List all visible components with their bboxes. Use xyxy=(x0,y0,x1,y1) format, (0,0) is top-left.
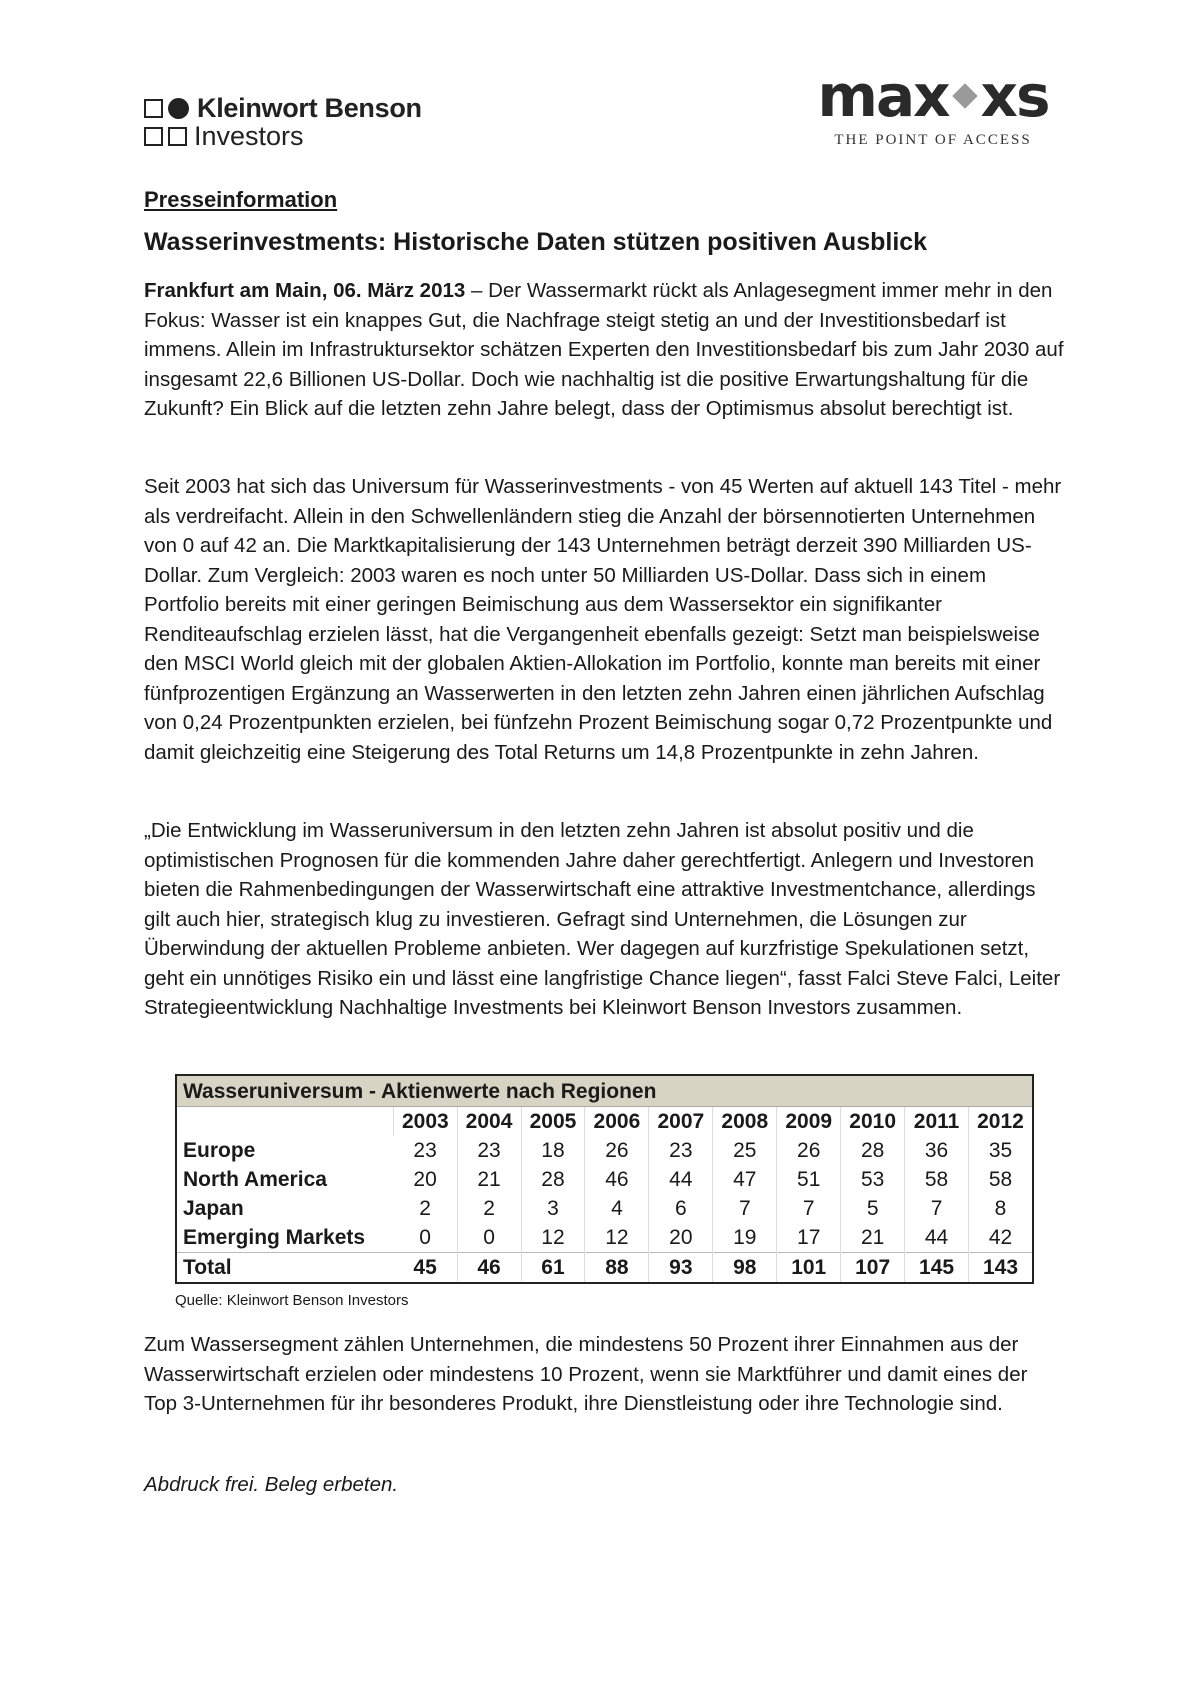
region-table xyxy=(175,1074,1034,1284)
total-cell: 145 xyxy=(905,1253,969,1283)
table-cell: 12 xyxy=(585,1223,649,1253)
kleinwort-benson-logo xyxy=(144,94,422,150)
table-cell: 26 xyxy=(585,1136,649,1165)
year-header: 2005 xyxy=(521,1107,585,1136)
table-cell: 26 xyxy=(777,1136,841,1165)
data-table xyxy=(177,1107,1032,1282)
region-label: Emerging Markets xyxy=(183,1225,366,1249)
year-header: 2004 xyxy=(457,1107,521,1136)
total-cell: 93 xyxy=(649,1253,713,1283)
table-cell: 7 xyxy=(905,1194,969,1223)
table-row xyxy=(177,1223,1032,1253)
logo-company-subtitle: Investors xyxy=(194,120,304,151)
total-cell: 107 xyxy=(841,1253,905,1283)
table-cell: 21 xyxy=(841,1223,905,1253)
year-header: 2010 xyxy=(841,1107,905,1136)
table-cell: 19 xyxy=(713,1223,777,1253)
body-paragraph-1 xyxy=(144,276,1064,424)
maxxs-tagline: THE POINT OF ACCESS xyxy=(834,132,1032,148)
table-cell: 0 xyxy=(419,1225,431,1249)
logo-square-icon xyxy=(144,127,163,146)
logo-square-icon xyxy=(144,99,163,118)
table-total-row xyxy=(177,1253,1032,1283)
table-cell: 6 xyxy=(649,1194,713,1223)
table-cell: 4 xyxy=(585,1194,649,1223)
table-cell: 20 xyxy=(649,1223,713,1253)
table-cell: 51 xyxy=(777,1165,841,1194)
year-header: 2006 xyxy=(585,1107,649,1136)
year-header: 2011 xyxy=(905,1107,969,1136)
total-cell: 88 xyxy=(585,1253,649,1283)
logo-dot-icon xyxy=(168,98,189,119)
year-header: 2008 xyxy=(713,1107,777,1136)
table-title: Wasseruniversum - Aktienwerte nach Regionen xyxy=(177,1076,1032,1107)
page-title: Wasserinvestments: Historische Daten stützen positiven Ausblick xyxy=(144,228,928,256)
total-cell: 46 xyxy=(457,1253,521,1283)
logo-company-name: Kleinwort Benson xyxy=(197,92,422,123)
diamond-icon xyxy=(952,83,977,108)
table-cell: 2 xyxy=(419,1196,431,1220)
table-cell: 7 xyxy=(713,1194,777,1223)
maxxs-logo xyxy=(800,64,1066,149)
table-cell: 21 xyxy=(457,1165,521,1194)
region-label: Japan xyxy=(183,1196,244,1220)
table-row xyxy=(177,1136,1032,1165)
region-header-cell xyxy=(177,1107,394,1136)
table-cell: 35 xyxy=(968,1136,1032,1165)
table-cell: 53 xyxy=(841,1165,905,1194)
table-cell: 23 xyxy=(457,1136,521,1165)
total-cell: 45 xyxy=(394,1253,457,1283)
table-row xyxy=(177,1194,1032,1223)
year-header: 2009 xyxy=(777,1107,841,1136)
maxxs-word-right: xs xyxy=(980,62,1049,130)
table-row xyxy=(177,1165,1032,1194)
table-cell: 36 xyxy=(905,1136,969,1165)
year-header: 2012 xyxy=(968,1107,1032,1136)
table-cell: 20 xyxy=(413,1167,437,1191)
table-cell: 18 xyxy=(521,1136,585,1165)
document-type-label: Presseinformation xyxy=(144,187,338,212)
table-cell: 58 xyxy=(905,1165,969,1194)
table-cell: 28 xyxy=(841,1136,905,1165)
dateline: Frankfurt am Main, 06. März 2013 xyxy=(144,279,466,302)
table-cell: 47 xyxy=(713,1165,777,1194)
table-cell: 44 xyxy=(649,1165,713,1194)
table-cell: 58 xyxy=(968,1165,1032,1194)
maxxs-word-left: max xyxy=(817,62,949,130)
body-paragraph-4: Zum Wassersegment zählen Unternehmen, die mindestens 50 Prozent ihrer Einnahmen aus der Wasserwirtschaft erzielen oder mindestens 10 Prozent, wenn sie Marktführer und damit eines der Top 3-Unternehmen für ihr besonderes Produkt, ihre Dienstleistung oder ihre Technologie sind. xyxy=(144,1333,1028,1415)
table-cell: 2 xyxy=(457,1194,521,1223)
table-cell: 28 xyxy=(521,1165,585,1194)
total-cell: 98 xyxy=(713,1253,777,1283)
table-cell: 23 xyxy=(649,1136,713,1165)
reprint-note: Abdruck frei. Beleg erbeten. xyxy=(144,1473,399,1496)
table-cell: 7 xyxy=(777,1194,841,1223)
table-cell: 12 xyxy=(521,1223,585,1253)
body-paragraph-3-quote: „Die Entwicklung im Wasseruniversum in den letzten zehn Jahren ist absolut positiv und die optimistischen Prognosen für die kommenden Jahre daher gerechtfertigt. Anlegern und Investoren bieten die Rahmenbedingungen der Wasserwirtschaft eine attraktive Investmentchance, allerdings gilt auch hier, strategisch klug zu investieren. Gefragt sind Unternehmen, die Lösungen zur Überwindung der aktuellen Probleme anbieten. Wer dagegen auf kurzfristige Spekulationen setzt, geht ein unnötiges Risiko ein und lässt eine langfristige Chance liegen“, fasst Falci Steve Falci, Leiter Strategieentwicklung Nachhaltige Investments bei Kleinwort Benson Investors zusammen. xyxy=(144,819,1061,1019)
table-cell: 42 xyxy=(968,1223,1032,1253)
year-header: 2003 xyxy=(394,1107,457,1136)
table-cell: 46 xyxy=(585,1165,649,1194)
table-cell: 3 xyxy=(521,1194,585,1223)
table-cell: 8 xyxy=(968,1194,1032,1223)
year-header: 2007 xyxy=(649,1107,713,1136)
paragraph-text: – Der Wassermarkt rückt als Anlagesegment immer mehr in den Fokus: Wasser ist ein knappes Gut, die Nachfrage steigt stetig an und der Investitionsbedarf ist immens. Allein im Infrastruktursektor schätzen Experten den Investitionsbedarf bis zum Jahr 2030 auf insgesamt 22,6 Billionen US-Dollar. Doch wie nachhaltig ist die positive Erwartungshaltung für die Zukunft? Ein Blick auf die letzten zehn Jahre belegt, dass der Optimismus absolut berechtigt ist. xyxy=(144,279,1064,420)
table-cell: 44 xyxy=(905,1223,969,1253)
total-label: Total xyxy=(177,1253,394,1283)
total-cell: 143 xyxy=(968,1253,1032,1283)
total-cell: 61 xyxy=(521,1253,585,1283)
body-paragraph-2: Seit 2003 hat sich das Universum für Wasserinvestments - von 45 Werten auf aktuell 143 Titel - mehr als verdreifacht. Allein in den Schwellenländern stieg die Anzahl der börsennotierten Unternehmen von 0 auf 42 an. Die Marktkapitalisierung der 143 Unternehmen beträgt derzeit 390 Milliarden US-Dollar. Zum Vergleich: 2003 waren es noch unter 50 Milliarden US-Dollar. Dass sich in einem Portfolio bereits mit einer geringen Beimischung aus dem Wassersektor ein signifikanter Renditeaufschlag erzielen lässt, hat die Vergangenheit ebenfalls gezeigt: Setzt man beispielsweise den MSCI World gleich mit der globalen Aktien-Allokation im Portfolio, konnte man bereits mit einer fünfprozentigen Ergänzung an Wasserwerten in den letzten zehn Jahren einen jährlichen Aufschlag von 0,24 Prozentpunkten erzielen, bei fünfzehn Prozent Beimischung sogar 0,72 Prozentpunkte und damit gleichzeitig eine Steigerung des Total Returns um 14,8 Prozentpunkte in zehn Jahren. xyxy=(144,475,1062,764)
logo-square-icon xyxy=(168,127,187,146)
table-cell: 0 xyxy=(457,1223,521,1253)
table-cell: 25 xyxy=(713,1136,777,1165)
table-header-row xyxy=(177,1107,1032,1136)
total-cell: 101 xyxy=(777,1253,841,1283)
table-cell: 5 xyxy=(841,1194,905,1223)
region-label: Europe xyxy=(183,1138,256,1162)
table-source-note: Quelle: Kleinwort Benson Investors xyxy=(175,1292,409,1309)
table-cell: 23 xyxy=(413,1138,437,1162)
region-label: North America xyxy=(183,1167,327,1191)
table-cell: 17 xyxy=(777,1223,841,1253)
